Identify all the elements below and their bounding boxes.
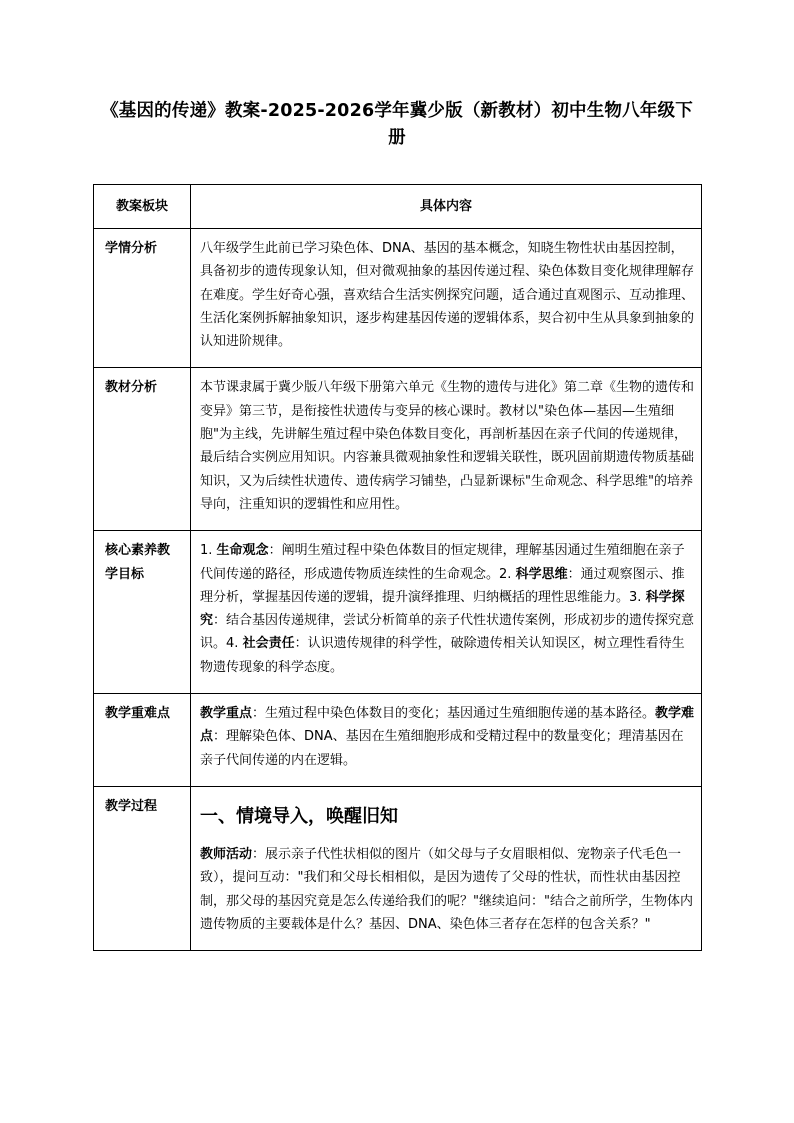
- goal-2-text: ：通过观察图示、推理分析，掌握基因传递的逻辑，提升演绎推理、归纳概括的理性思维能力。: [200, 566, 685, 605]
- teacher-activity-label: 教师活动: [200, 846, 253, 862]
- row-content-student-analysis: 八年级学生此前已学习染色体、DNA、基因的基本概念，知晓生物性状由基因控制，具备初步的遗传现象认知，但对微观抽象的基因传递过程、染色体数目变化规律理解存在难度。学生好奇心强，喜欢结合生活实例探究问题，适合通过直观图示、互动推理、生活化案例拆解抽象知识，逐步构建基因传递的逻辑体系，契合初中生从具象到抽象的认知进阶规律。: [191, 229, 702, 368]
- goal-4-text: ：认识遗传规律的科学性，破除遗传相关认知误区，树立理性看待生物遗传现象的科学态度。: [200, 636, 685, 675]
- goal-1-text: ：阐明生殖过程中染色体数目的恒定规律，理解基因通过生殖细胞在亲子代间传递的路径，形成遗传物质连续性的生命观念。: [200, 543, 685, 582]
- table-row: [94, 531, 702, 694]
- goal-2-key: 科学思维: [515, 566, 568, 582]
- row-label-key-difficult-points: 教学重难点: [94, 694, 191, 787]
- row-label-textbook-analysis: 教材分析: [94, 368, 191, 531]
- lesson-plan-table: [93, 184, 702, 951]
- table-row: [94, 229, 702, 368]
- row-label-student-analysis: 学情分析: [94, 229, 191, 368]
- key-points-text: ：生殖过程中染色体数目的变化；基因通过生殖细胞传递的基本路径。: [252, 706, 656, 722]
- row-content-teaching-process: [191, 786, 702, 950]
- teacher-activity-text: ：展示亲子代性状相似的图片（如父母与子女眉眼相似、宠物亲子代毛色一致），提问互动："我们和父母长相相似，是因为遗传了父母的性状，而性状由基因控制，那父母的基因究竟是怎么传递给我们的呢？"继续追问："结合之前所学，生物体内遗传物质的主要载体是什么？基因、DNA、染色体三者存在怎样的包含关系？": [200, 846, 693, 932]
- document-title: 《基因的传递》教案-2025-2026学年冀少版（新教材）初中生物八年级下册: [101, 101, 693, 148]
- header-section-column: 教案板块: [94, 185, 191, 229]
- teacher-activity-paragraph: [200, 843, 696, 936]
- row-label-teaching-process: 教学过程: [94, 786, 191, 950]
- row-content-key-difficult-points: [191, 694, 702, 787]
- table-row: [94, 368, 702, 531]
- goal-4-key: 社会责任: [242, 636, 295, 652]
- goal-4-num: 4.: [226, 636, 243, 652]
- table-row: [94, 694, 702, 787]
- header-content-column: 具体内容: [191, 185, 702, 229]
- section-heading: 一、情境导入，唤醒旧知: [200, 805, 398, 827]
- table-header-row: [94, 185, 702, 229]
- goal-3-num: 3.: [629, 589, 646, 605]
- key-points-label: 教学重点: [200, 706, 253, 722]
- difficult-points-text: ：理解染色体、DNA、基因在生殖细胞形成和受精过程中的数量变化；理清基因在亲子代间传递的内在逻辑。: [200, 729, 684, 768]
- row-label-core-literacy-goals: 核心素养教学目标: [94, 531, 191, 694]
- goal-1-key: 生命观念: [216, 543, 269, 559]
- goal-2-num: 2.: [499, 566, 516, 582]
- row-content-core-literacy-goals: [191, 531, 702, 694]
- goal-3-key: 科学探究: [200, 589, 685, 629]
- goal-3-text: ：结合基因传递规律，尝试分析简单的亲子代性状遗传案例，形成初步的遗传探究意识。: [200, 613, 695, 652]
- goal-1-num: 1.: [200, 543, 217, 559]
- row-content-textbook-analysis: 本节课隶属于冀少版八年级下册第六单元《生物的遗传与进化》第二章《生物的遗传和变异》第三节，是衔接性状遗传与变异的核心课时。教材以"染色体—基因—生殖细胞"为主线，先讲解生殖过程中染色体数目变化，再剖析基因在亲子代间的传递规律，最后结合实例应用知识。内容兼具微观抽象性和逻辑关联性，既巩固前期遗传物质基础知识，又为后续性状遗传、遗传病学习铺垫，凸显新课标"生命观念、科学思维"的培养导向，注重知识的逻辑性和应用性。: [191, 368, 702, 531]
- table-row: [94, 786, 702, 950]
- difficult-points-label: 教学难点: [200, 706, 695, 745]
